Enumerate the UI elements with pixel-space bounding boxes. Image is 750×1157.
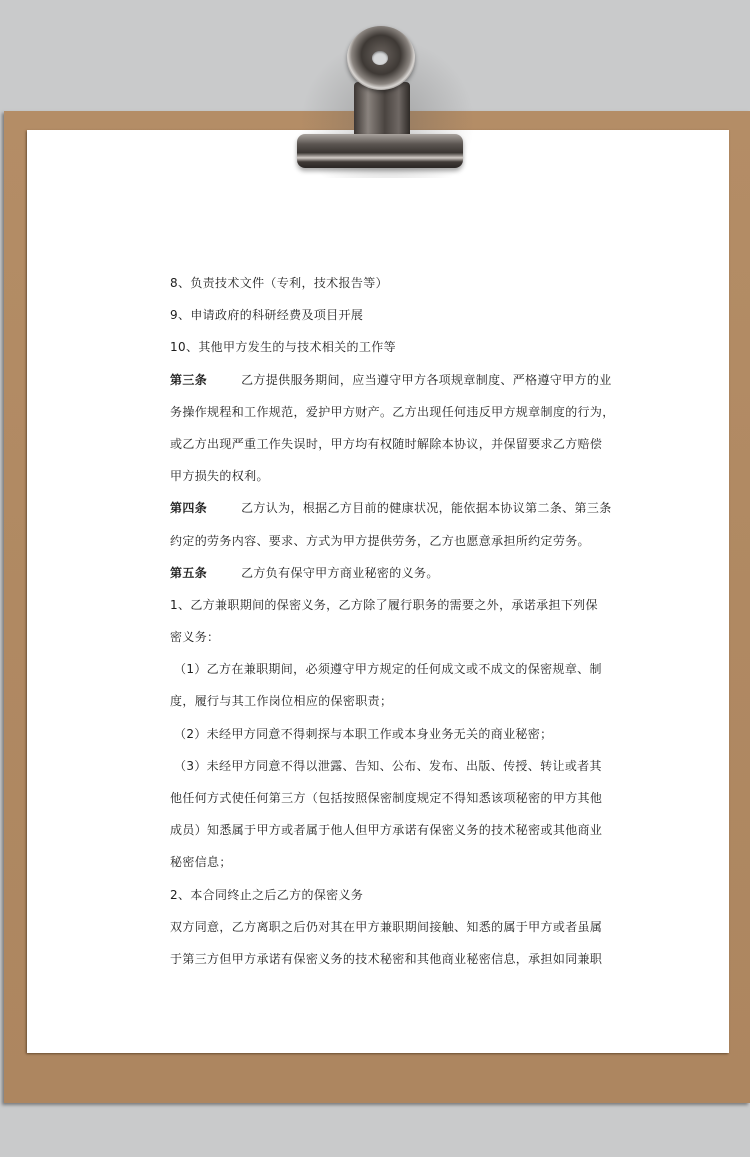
paragraph-line: 甲方损失的权利。 [170, 469, 269, 484]
paragraph-line: 或乙方出现严重工作失误时，甲方均有权随时解除本协议，并保留要求乙方赔偿 [170, 436, 603, 451]
paragraph-line: 秘密信息； [170, 855, 232, 870]
list-item-10: 10、其他甲方发生的与技术相关的工作等 [170, 340, 396, 355]
article-4-label: 第四条 [170, 501, 208, 516]
paragraph-line: 于第三方但甲方承诺有保密义务的技术秘密和其他商业秘密信息，承担如同兼职 [170, 951, 603, 966]
paragraph-line: 密义务： [170, 630, 220, 645]
list-item-8: 8、负责技术文件（专利，技术报告等） [170, 276, 388, 290]
sub-item-1: （1）乙方在兼职期间，必须遵守甲方规定的任何成文或不成文的保密规章、制 [174, 662, 602, 677]
list-item-9: 9、申请政府的科研经费及项目开展 [170, 308, 364, 323]
paragraph-line: 度，履行与其工作岗位相应的保密职责； [170, 694, 393, 709]
article-5-label: 第五条 [170, 565, 208, 580]
sub-item-3: （3）未经甲方同意不得以泄露、告知、公布、发布、出版、传授、转让或者其 [174, 758, 602, 773]
article-4 [170, 492, 612, 524]
document-body [170, 267, 615, 975]
paragraph-line: 务操作规程和工作规范，爱护甲方财产。乙方出现任何违反甲方规章制度的行为， [170, 404, 615, 419]
article-3-text: 乙方提供服务期间，应当遵守甲方各项规章制度、严格遵守甲方的业 [241, 372, 612, 387]
paragraph-line: 成员）知悉属于甲方或者属于他人但甲方承诺有保密义务的技术秘密或其他商业 [170, 823, 603, 838]
paragraph-line: 约定的劳务内容、要求、方式为甲方提供劳务，乙方也愿意承担所约定劳务。 [170, 533, 590, 548]
article-5 [170, 557, 590, 589]
clip-hole [372, 51, 388, 65]
article-5-text: 乙方负有保守甲方商业秘密的义务。 [241, 565, 439, 580]
clip-ring [347, 26, 415, 90]
paragraph-line: 双方同意，乙方离职之后仍对其在甲方兼职期间接触、知悉的属于甲方或者虽属 [170, 919, 603, 934]
paragraph-line: 1、乙方兼职期间的保密义务，乙方除了履行职务的需要之外，承诺承担下列保 [170, 597, 598, 612]
article-3 [170, 364, 612, 396]
article-3-label: 第三条 [170, 372, 208, 387]
paragraph-line: 他任何方式使任何第三方（包括按照保密制度规定不得知悉该项秘密的甲方其他 [170, 791, 603, 805]
article-4-text: 乙方认为，根据乙方目前的健康状况，能依据本协议第二条、第三条 [241, 501, 612, 516]
section-heading-2: 2、本合同终止之后乙方的保密义务 [170, 887, 364, 902]
sub-item-2: （2）未经甲方同意不得刺探与本职工作或本身业务无关的商业秘密； [174, 726, 553, 741]
document-page [27, 130, 729, 1053]
